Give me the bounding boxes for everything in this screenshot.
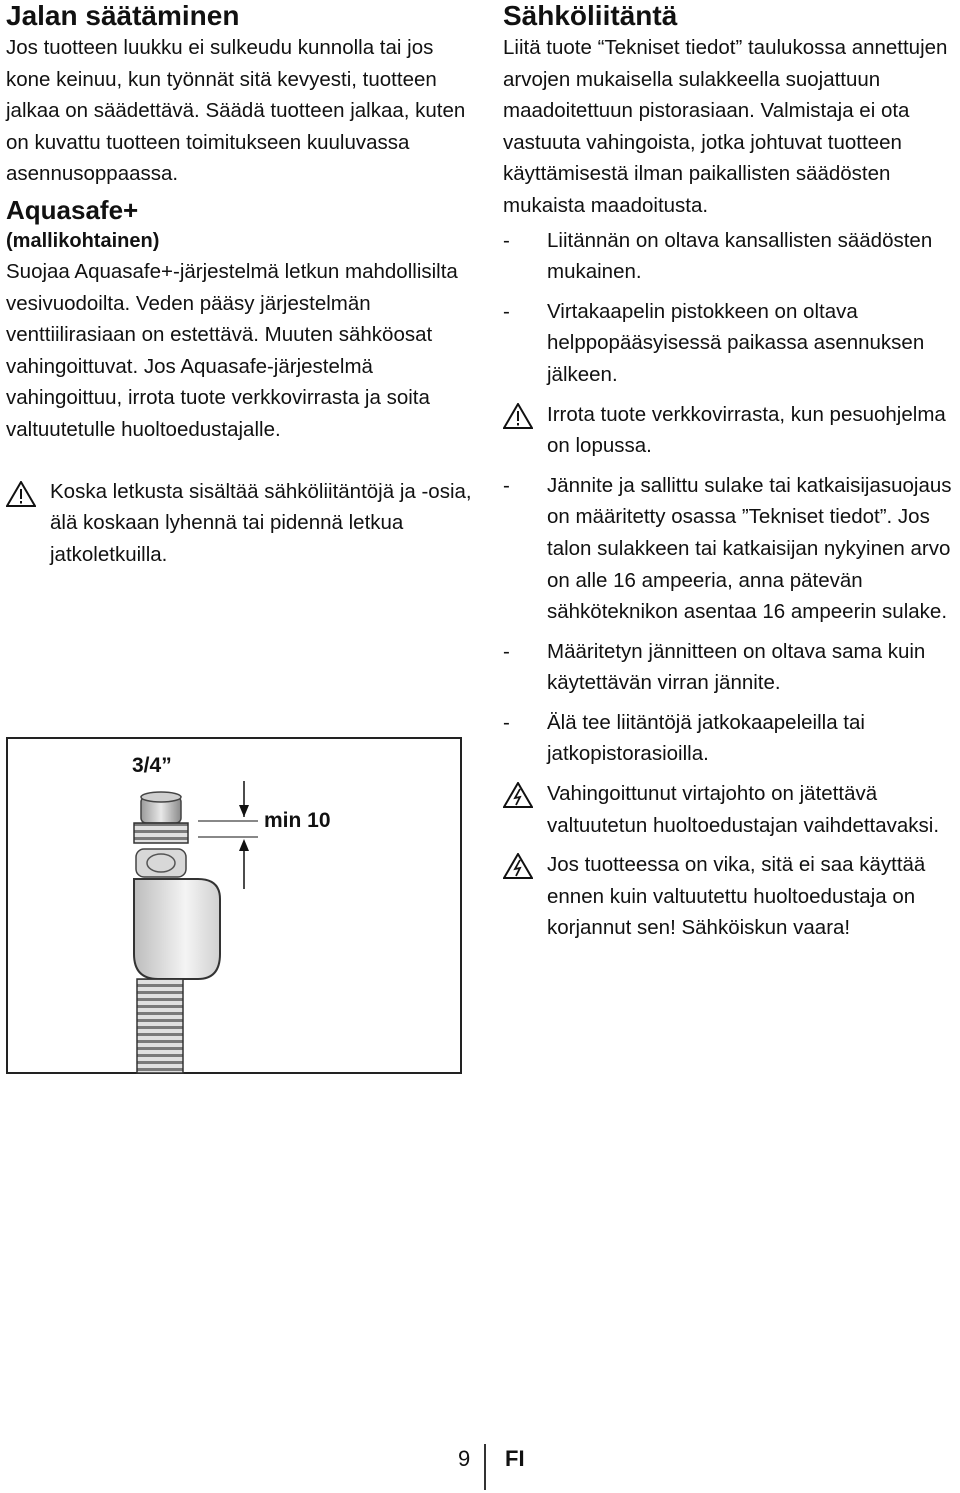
- left-column: [6, 0, 472, 570]
- list-item-text: Liitännän on oltava kansallisten säädösten mukainen.: [547, 228, 933, 284]
- min-distance-label: min 10: [264, 809, 331, 832]
- hose-illustration: [8, 739, 464, 1076]
- aquasafe-text: Suojaa Aquasafe+-järjestelmä letkun mahdollisilta vesivuodoilta. Veden pääsy järjestelmän venttiilirasiaan on estettävä. Muuten sähköosat vahingoittuvat. Jos Aquasafe-järjestelmä vahingoittuu, irrota tuote verkkovirrasta ja soita valtuutetulle huoltoedustajalle.: [6, 259, 458, 441]
- language-code: FI: [505, 1446, 525, 1471]
- list-item-text: Jos tuotteessa on vika, sitä ei saa käyttää ennen kuin valtuutettu huoltoedustaja on korjannut sen! Sähköiskun vaara!: [547, 853, 926, 940]
- list-item-text: Virtakaapelin pistokkeen on oltava helppopääsyisessä paikassa asennuksen jälkeen.: [547, 299, 925, 386]
- list-item-electric-warning: [503, 778, 960, 841]
- list-item: [503, 470, 960, 628]
- thread-size-label: 3/4”: [132, 754, 172, 777]
- list-item-text: Jännite ja sallittu sulake tai katkaisijasuojaus on määritetty osassa ”Tekniset tiedot”. Jos talon sulakkeen tai katkaisijan nykyinen arvo on alle 16 ampeeria, anna pätevän sähköteknikon asentaa 16 ampeerin sulake.: [547, 473, 952, 624]
- section-heading-aquasafe: Aquasafe+: [6, 194, 139, 225]
- list-item: [503, 225, 960, 288]
- page-number: 9: [458, 1446, 471, 1471]
- dash-marker: -: [503, 639, 510, 663]
- list-item-text: Vahingoittunut virtajohto on jätettävä valtuutetun huoltoedustajan vaihdettavaksi.: [547, 782, 940, 837]
- electrical-intro: Liitä tuote “Tekniset tiedot” taulukossa annettujen arvojen mukaisella sulakkeella suojattuun maadoitettuun pistorasiaan. Valmistaja ei ota vastuuta vahingoista, jotka johtuvat tuotteen käyttämisestä ilman paikallisten säädösten mukaista maadoitusta.: [503, 36, 948, 217]
- list-item-text: Älä tee liitäntöjä jatkokaapeleilla tai jatkopistorasioilla.: [547, 710, 865, 766]
- dash-marker: -: [503, 473, 510, 497]
- aquasafe-subtitle: (mallikohtainen): [6, 229, 160, 252]
- list-item: [503, 707, 960, 770]
- dash-marker: -: [503, 710, 510, 734]
- hose-warning: [6, 476, 472, 571]
- list-item-text: Irrota tuote verkkovirrasta, kun pesuohjelma on lopussa.: [547, 402, 946, 458]
- leg-adjustment-text: Jos tuotteen luukku ei sulkeudu kunnolla tai jos kone keinuu, kun työnnät sitä kevyesti, tuotteen jalkaa on säädettävä. Säädä tuotteen jalkaa, kuten on kuvattu tuotteen toimitukseen kuuluvassa asennusoppaassa.: [6, 36, 466, 186]
- section-heading-leg-adjustment: Jalan säätäminen: [6, 0, 240, 31]
- list-item: [503, 296, 960, 391]
- dash-marker: -: [503, 299, 510, 323]
- list-item-electric-warning: [503, 849, 960, 944]
- warning-icon: [6, 481, 36, 507]
- list-item-warning: [503, 399, 960, 462]
- right-column: [503, 0, 960, 944]
- hose-warning-text: Koska letkusta sisältää sähköliitäntöjä ja -osia, älä koskaan lyhennä tai pidennä letkua jatkoletkuilla.: [50, 479, 472, 566]
- dash-marker: -: [503, 228, 510, 252]
- aquasafe-hose-figure: [6, 737, 462, 1074]
- warning-icon: [503, 403, 533, 429]
- electric-hazard-icon: [503, 782, 533, 808]
- list-item-text: Määritetyn jännitteen on oltava sama kuin käytettävän virran jännite.: [547, 639, 926, 695]
- section-heading-electrical: Sähköliitäntä: [503, 0, 678, 31]
- footer-divider: [484, 1444, 486, 1490]
- electric-hazard-icon: [503, 853, 533, 879]
- list-item: [503, 636, 960, 699]
